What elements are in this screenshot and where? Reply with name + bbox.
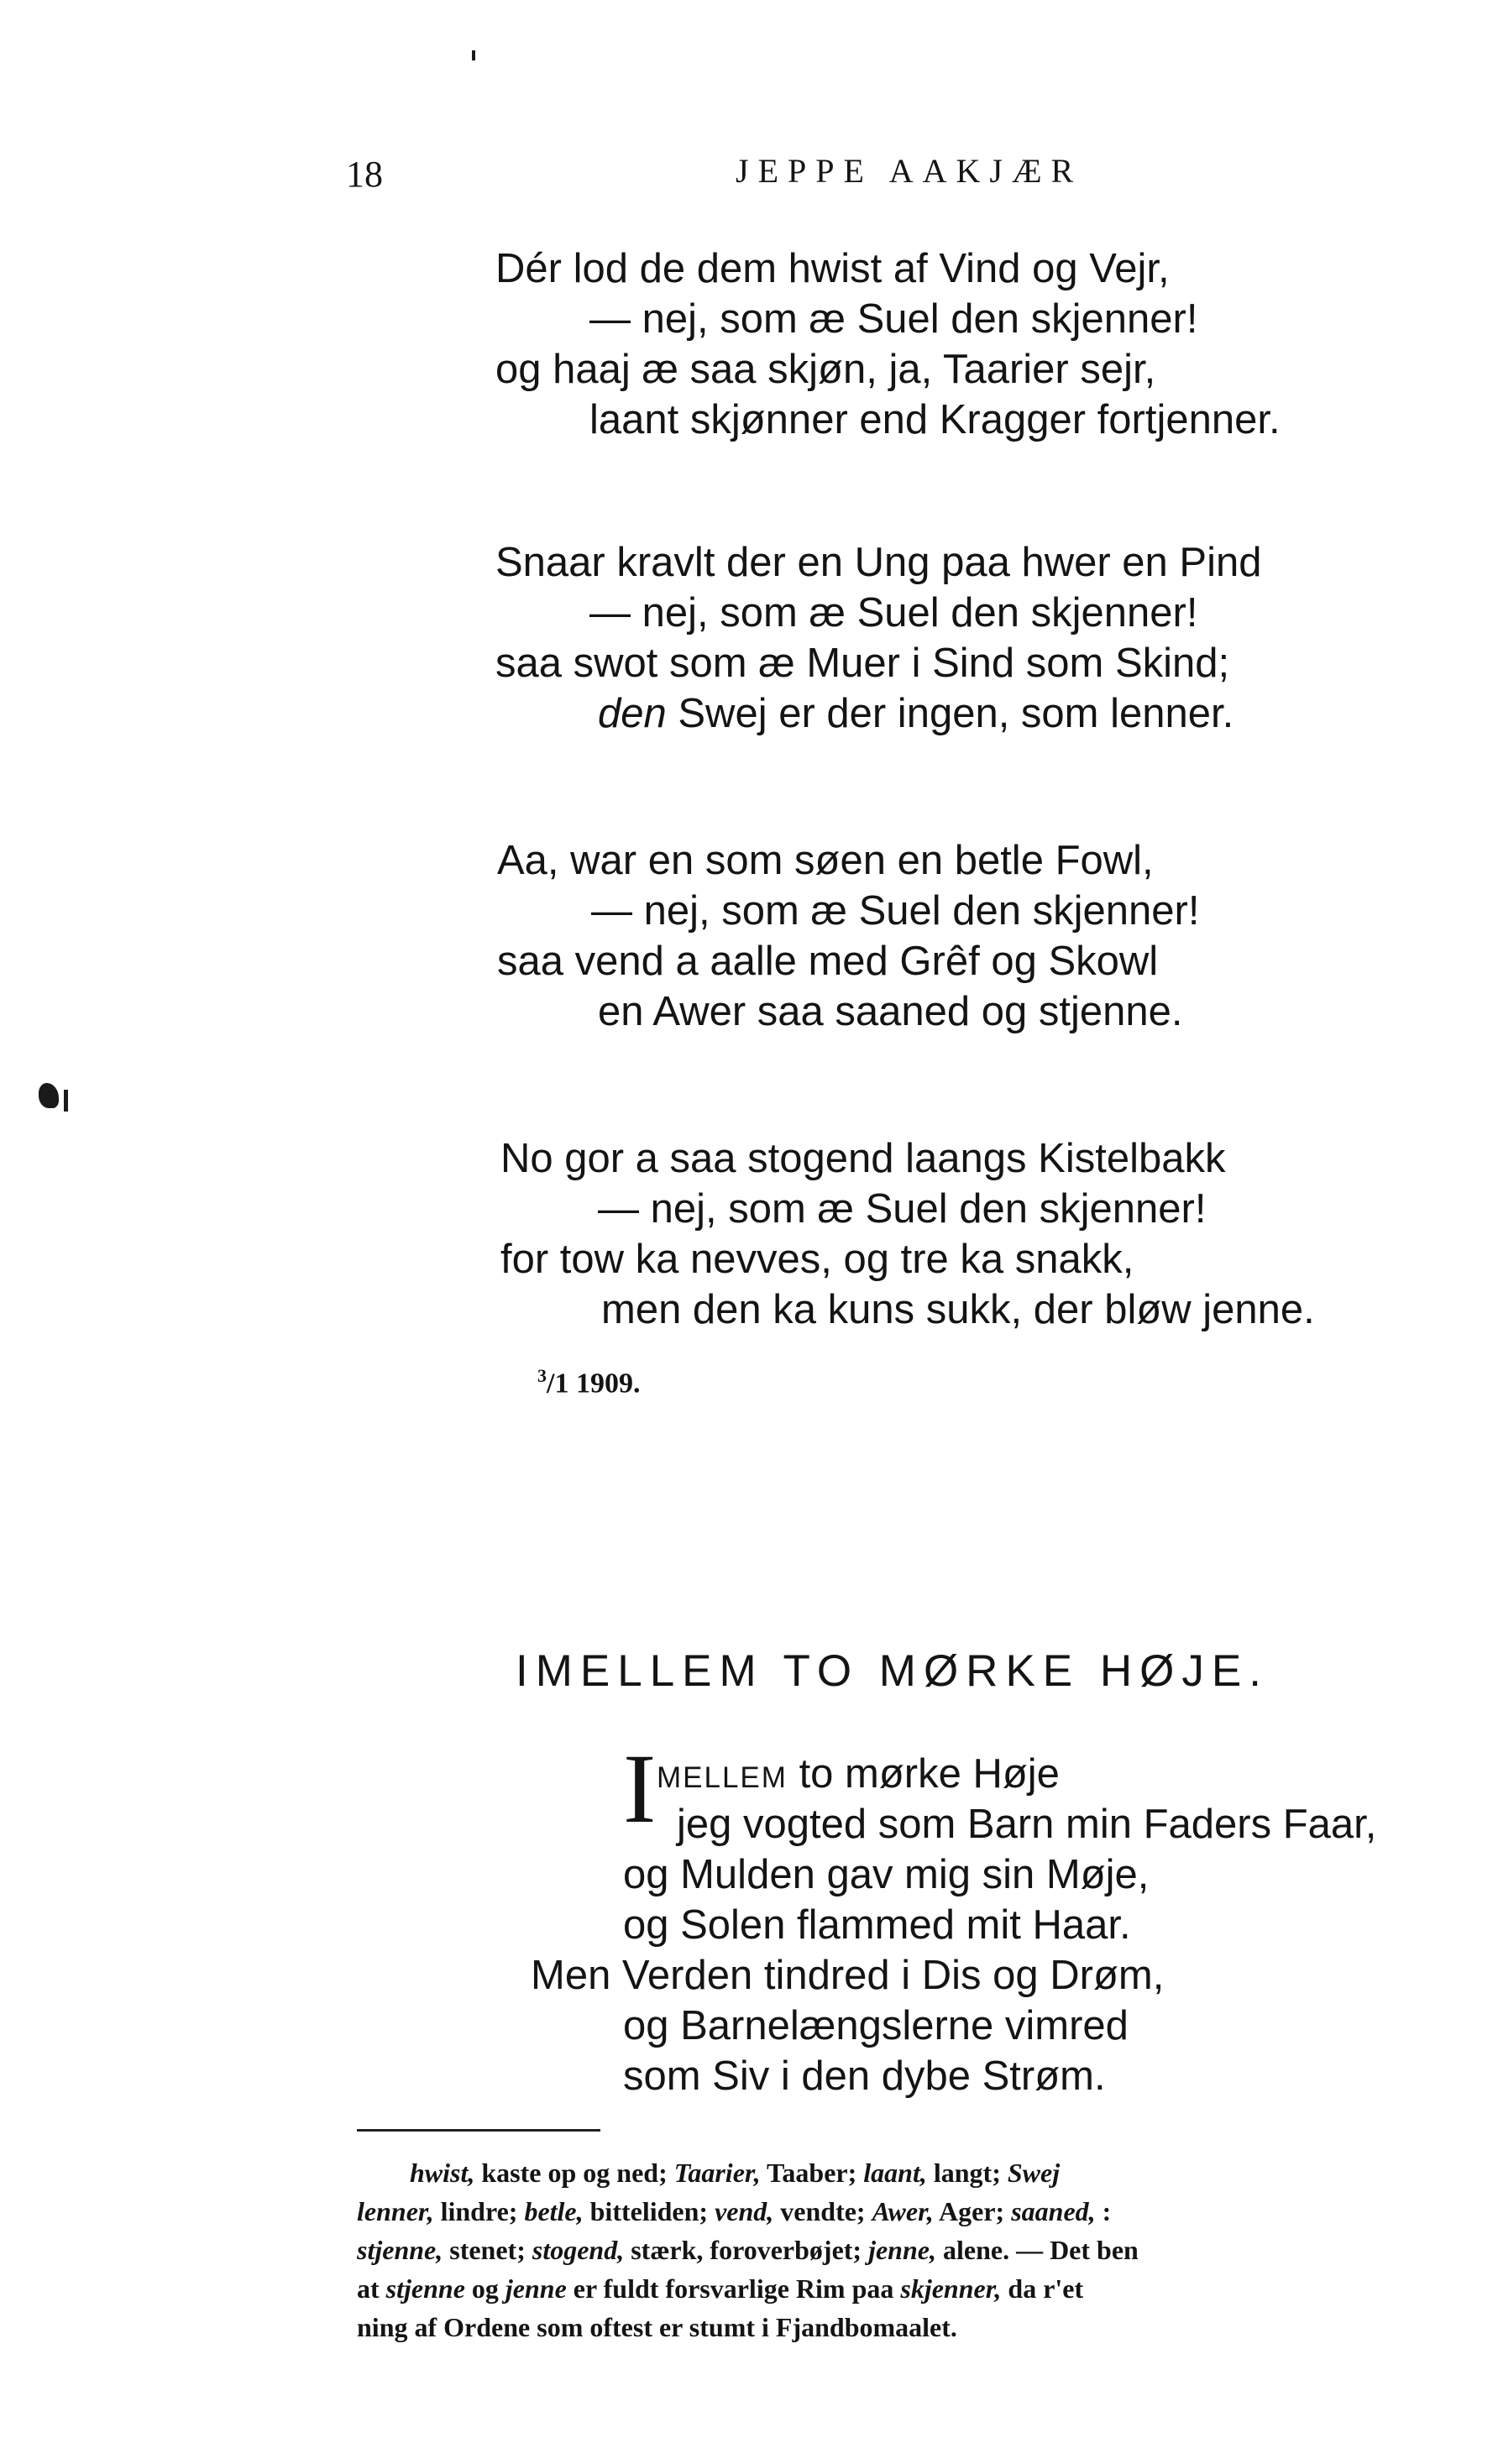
verse-line: — nej, som æ Suel den skjenner! (589, 590, 1198, 636)
italic-word: den (598, 691, 678, 736)
verse-line: No gor a saa stogend laangs Kistelbakk (500, 1136, 1226, 1181)
verse-line: jeg vogted som Barn min Faders Faar, (677, 1802, 1377, 1847)
running-title: JEPPE AAKJÆR (736, 152, 1083, 190)
footnote-line: ning af Ordene som oftest er stumt i Fjandbomaalet. (357, 2312, 957, 2342)
footnote-rule (357, 2129, 600, 2132)
drop-cap: I (623, 1734, 657, 1844)
verse-line: og Barnelængslerne vimred (623, 2003, 1129, 2048)
verse-line: — nej, som æ Suel den skjenner! (591, 888, 1200, 934)
verse-line: saa vend a aalle med Grêf og Skowl (497, 939, 1159, 984)
footnote-line: lenner, lindre; betle, bitteliden; vend, vendte; Awer, Ager; saaned, : (357, 2196, 1112, 2226)
page-number: 18 (346, 154, 383, 195)
small-caps-word: MELLEM (657, 1761, 788, 1794)
scan-speck (64, 1090, 68, 1112)
poem-date: $^3$/1 1909. (537, 1365, 641, 1399)
verse-line: Men Verden tindred i Dis og Drøm, (531, 1953, 1165, 1998)
verse-line: — nej, som æ Suel den skjenner! (598, 1186, 1207, 1232)
verse-line: men den ka kuns sukk, der bløw jenne. (601, 1287, 1315, 1332)
footnote-line: at stjenne og jenne er fuldt forsvarlige Rim paa skjenner, da r'et (357, 2273, 1084, 2304)
scan-speck (472, 50, 475, 60)
scan-blot (39, 1083, 59, 1108)
verse-line: og Solen flammed mit Haar. (623, 1902, 1131, 1948)
verse-line: for tow ka nevves, og tre ka snakk, (500, 1237, 1134, 1282)
verse-line: som Siv i den dybe Strøm. (623, 2053, 1106, 2099)
verse-line: og Mulden gav mig sin Møje, (623, 1852, 1150, 1897)
footnote-line: hwist, kaste op og ned; Taarier, Taaber; laant, langt; Swej (410, 2158, 1061, 2188)
verse-line: MELLEM to mørke Høje (657, 1751, 1060, 1797)
poem-title: IMELLEM TO MØRKE HØJE. (516, 1646, 1269, 1696)
verse-line: saa swot som æ Muer i Sind som Skind; (495, 641, 1230, 686)
footnote-line: stjenne, stenet; stogend, stærk, foroverbøjet; jenne, alene. — Det ben (357, 2235, 1139, 2265)
verse-line: en Awer saa saaned og stjenne. (598, 989, 1183, 1034)
verse-line: Dér lod de dem hwist af Vind og Vejr, (495, 246, 1170, 291)
verse-line: Snaar kravlt der en Ung paa hwer en Pind (495, 540, 1262, 585)
verse-line: Aa, war en som søen en betle Fowl, (497, 838, 1154, 883)
verse-line: laant skjønner end Kragger fortjenner. (589, 397, 1281, 442)
verse-line: — nej, som æ Suel den skjenner! (589, 296, 1198, 342)
verse-line: og haaj æ saa skjøn, ja, Taarier sejr, (495, 347, 1156, 392)
verse-line: den Swej er der ingen, som lenner. (598, 691, 1234, 736)
